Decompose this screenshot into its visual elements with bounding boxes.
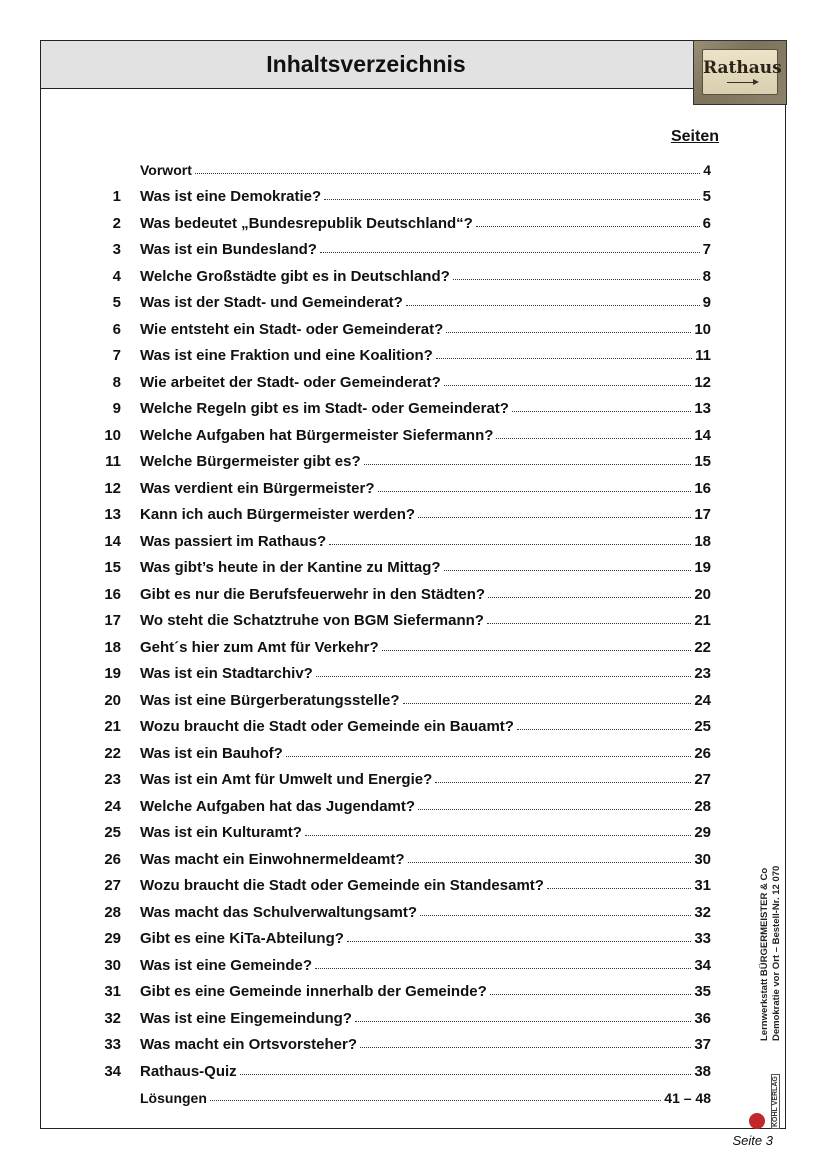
toc-entry: [101, 369, 711, 395]
toc-number: 11: [105, 453, 121, 470]
dot-leader: [403, 703, 692, 704]
dot-leader: [517, 729, 691, 730]
toc-page: 30: [694, 850, 711, 868]
toc-title: Wie entsteht ein Stadt- oder Gemeinderat?: [140, 320, 444, 338]
toc-title: Was ist eine Fraktion und eine Koalition?: [140, 347, 433, 364]
dot-leader: [195, 173, 700, 174]
flower-icon: [749, 1113, 765, 1129]
toc-entry: [101, 1005, 711, 1031]
dot-leader: [316, 676, 691, 677]
toc-entry: [101, 449, 711, 475]
dot-leader: [364, 464, 692, 465]
toc-title: Wozu braucht die Stadt oder Gemeinde ein Standesamt?: [140, 877, 544, 894]
toc-entry: [101, 952, 711, 978]
toc-title: Wie arbeitet der Stadt- oder Gemeinderat?: [140, 373, 441, 391]
pages-column-heading: Seiten: [670, 128, 719, 145]
publisher-logo: [749, 1076, 779, 1129]
sign-plate: [702, 49, 782, 95]
dot-leader: [408, 862, 692, 863]
dot-leader: [436, 358, 692, 359]
toc-entry: [101, 1085, 711, 1111]
toc-entry: [101, 979, 711, 1005]
arrow-right-icon: [727, 82, 757, 83]
dot-leader: [512, 411, 691, 412]
toc-number: 14: [104, 532, 121, 550]
toc-title: Gibt es eine KiTa-Abteilung?: [140, 930, 344, 947]
toc-entry: [101, 767, 711, 793]
imprint-text: [759, 866, 783, 1041]
toc-title: Lösungen: [140, 1089, 207, 1106]
dot-leader: [315, 968, 691, 969]
page-title: Inhaltsverzeichnis: [266, 51, 466, 77]
toc-title: Vorwort: [140, 162, 192, 178]
toc-number: 5: [112, 294, 121, 311]
toc-page: 26: [694, 744, 711, 762]
dot-leader: [378, 491, 692, 492]
toc-number: 4: [112, 267, 121, 285]
toc-title: Was bedeutet „Bundesrepublik Deutschland“?: [140, 214, 473, 232]
toc-number: 23: [104, 771, 121, 788]
toc-number: 6: [112, 320, 121, 338]
toc-entry: [101, 502, 711, 528]
dot-leader: [487, 623, 691, 624]
dot-leader: [324, 199, 699, 200]
dot-leader: [488, 597, 691, 598]
toc-number: 28: [104, 903, 121, 921]
dot-leader: [418, 517, 691, 518]
toc-title: Was ist eine Eingemeindung?: [140, 1009, 352, 1027]
toc-title: Was ist eine Gemeinde?: [140, 956, 312, 974]
toc-number: 27: [104, 877, 121, 894]
toc-page: 29: [694, 824, 711, 841]
toc-title: Was verdient ein Bürgermeister?: [140, 479, 375, 497]
toc-page: 38: [694, 1062, 711, 1080]
toc-page: 33: [694, 930, 711, 947]
toc-page: 24: [694, 691, 711, 709]
dot-leader: [435, 782, 691, 783]
toc-number: 16: [104, 585, 121, 603]
toc-page: 13: [694, 400, 711, 417]
toc-number: 24: [104, 797, 121, 815]
toc-entry: [101, 873, 711, 899]
toc-number: 8: [112, 373, 121, 391]
toc-page: 20: [694, 585, 711, 603]
toc-title: Was ist ein Kulturamt?: [140, 824, 302, 841]
toc-entry: [101, 422, 711, 448]
toc-title: Welche Bürgermeister gibt es?: [140, 453, 361, 470]
toc-page: 16: [694, 479, 711, 497]
rathaus-sign-logo: [693, 40, 787, 105]
dot-leader: [355, 1021, 691, 1022]
toc-title: Kann ich auch Bürgermeister werden?: [140, 506, 416, 523]
toc-title: Was macht ein Einwohnermeldeamt?: [140, 850, 405, 868]
logo-text: Rathaus: [703, 58, 782, 78]
dot-leader: [490, 994, 692, 995]
toc-number: 10: [104, 426, 121, 444]
toc-number: 2: [112, 214, 121, 232]
toc-title: Was ist eine Demokratie?: [140, 188, 322, 205]
toc-title: Was gibt’s heute in der Kantine zu Mittag?: [140, 559, 441, 576]
toc-title: Gibt es eine Gemeinde innerhalb der Gemeinde?: [140, 983, 487, 1000]
toc-number: 30: [104, 956, 121, 974]
toc-entry: [101, 263, 711, 289]
dot-leader: [240, 1074, 692, 1075]
toc-entry: [101, 661, 711, 687]
toc-page: 10: [694, 320, 711, 338]
toc-title: Was ist ein Bauhof?: [140, 744, 283, 762]
toc-title: Was macht das Schulverwaltungsamt?: [140, 903, 418, 921]
toc-page: 28: [694, 797, 711, 815]
toc-page: 34: [694, 956, 711, 974]
toc-page: 27: [694, 771, 711, 788]
toc-page: 6: [702, 214, 711, 232]
toc-number: 25: [104, 824, 121, 841]
toc-title: Welche Großstädte gibt es in Deutschland?: [140, 267, 450, 285]
toc-page: 23: [694, 665, 711, 682]
toc-page: 19: [694, 559, 711, 576]
toc-entry: [101, 157, 711, 183]
toc-entry: [101, 714, 711, 740]
toc-page: 5: [702, 188, 711, 205]
toc-title: Welche Aufgaben hat Bürgermeister Siefermann?: [140, 426, 494, 444]
toc-page: 18: [694, 532, 711, 550]
toc-entry: [101, 475, 711, 501]
toc-title: Welche Aufgaben hat das Jugendamt?: [140, 797, 416, 815]
dot-leader: [382, 650, 692, 651]
dot-leader: [305, 835, 691, 836]
header-bar: [41, 41, 785, 89]
dot-leader: [329, 544, 691, 545]
dot-leader: [320, 252, 700, 253]
toc-entry: [101, 528, 711, 554]
dot-leader: [453, 279, 700, 280]
toc-title: Was macht ein Ortsvorsteher?: [140, 1036, 358, 1053]
toc-number: 9: [112, 400, 121, 417]
imprint-line-2: Demokratie vor Ort – Bestell-Nr. 12 070: [771, 865, 782, 1041]
dot-leader: [444, 385, 692, 386]
toc-page: 12: [694, 373, 711, 391]
toc-title: Was ist ein Stadtarchiv?: [140, 665, 313, 682]
toc-page: 17: [694, 506, 711, 523]
toc-page: 4: [703, 162, 711, 178]
dot-leader: [418, 809, 691, 810]
toc-number: 29: [104, 930, 121, 947]
toc-entry: [101, 926, 711, 952]
toc-title: Was ist der Stadt- und Gemeinderat?: [140, 294, 403, 311]
toc-number: 15: [104, 559, 121, 576]
toc-page: 7: [702, 241, 711, 258]
dot-leader: [360, 1047, 691, 1048]
toc-entry: [101, 899, 711, 925]
toc-title: Wozu braucht die Stadt oder Gemeinde ein Bauamt?: [140, 718, 514, 735]
toc-title: Wo steht die Schatztruhe von BGM Siefermann?: [140, 612, 484, 629]
toc-entry: [101, 634, 711, 660]
toc-entry: [101, 581, 711, 607]
toc-entry: [101, 316, 711, 342]
toc-page: 22: [694, 638, 711, 656]
toc-page: 41 – 48: [664, 1089, 711, 1106]
toc-number: 33: [104, 1036, 121, 1053]
toc-page: 14: [694, 426, 711, 444]
toc-number: 22: [104, 744, 121, 762]
toc-number: 20: [104, 691, 121, 709]
toc-number: 19: [104, 665, 121, 682]
toc-title: Was ist ein Bundesland?: [140, 241, 317, 258]
toc-entry: [101, 820, 711, 846]
toc-title: Geht´s hier zum Amt für Verkehr?: [140, 638, 379, 656]
toc-number: 32: [104, 1009, 121, 1027]
toc-entry: [101, 396, 711, 422]
toc-entry: [101, 290, 711, 316]
toc-number: 1: [112, 188, 121, 205]
toc-entry: [101, 1058, 711, 1084]
toc-number: 31: [104, 983, 121, 1000]
publisher-name: KOHL VERLAG: [772, 1076, 779, 1127]
dot-leader: [420, 915, 691, 916]
toc-number: 26: [104, 850, 121, 868]
toc-number: 34: [104, 1062, 121, 1080]
dot-leader: [446, 332, 691, 333]
toc-number: 3: [112, 241, 121, 258]
toc-page: 31: [694, 877, 711, 894]
side-imprint: [739, 841, 782, 1127]
toc-entry: [101, 184, 711, 210]
dot-leader: [406, 305, 700, 306]
toc-page: 32: [694, 903, 711, 921]
dot-leader: [286, 756, 692, 757]
toc-title: Was passiert im Rathaus?: [140, 532, 327, 550]
toc-page: 36: [694, 1009, 711, 1027]
dot-leader: [444, 570, 692, 571]
toc-title: Gibt es nur die Berufsfeuerwehr in den Städten?: [140, 585, 486, 603]
imprint-line-1: Lernwerkstatt BÜRGERMEISTER & Co: [759, 867, 770, 1041]
toc-number: 17: [104, 612, 121, 629]
toc-page: 21: [694, 612, 711, 629]
toc-page: 9: [702, 294, 711, 311]
toc-entry: [101, 793, 711, 819]
toc-entry: [101, 687, 711, 713]
toc-title: Welche Regeln gibt es im Stadt- oder Gemeinderat?: [140, 400, 509, 417]
toc-page: 25: [694, 718, 711, 735]
toc-entry: [101, 608, 711, 634]
dot-leader: [347, 941, 691, 942]
toc-number: 7: [112, 347, 121, 364]
toc-number: 21: [104, 718, 121, 735]
toc-entry: [101, 237, 711, 263]
page-number: Seite 3: [732, 1133, 773, 1148]
toc-page: 15: [694, 453, 711, 470]
dot-leader: [496, 438, 691, 439]
toc-title: Rathaus-Quiz: [140, 1062, 237, 1080]
dot-leader: [210, 1100, 661, 1101]
toc-page: 37: [694, 1036, 711, 1053]
dot-leader: [547, 888, 691, 889]
toc-title: Was ist eine Bürgerberatungsstelle?: [140, 691, 400, 709]
toc-title: Was ist ein Amt für Umwelt und Energie?: [140, 771, 433, 788]
toc-page: 35: [694, 983, 711, 1000]
toc-entry: [101, 740, 711, 766]
page-frame: [40, 40, 786, 1129]
toc-number: 12: [104, 479, 121, 497]
toc-entry: [101, 555, 711, 581]
toc-entry: [101, 846, 711, 872]
toc-page: 8: [702, 267, 711, 285]
toc-number: 13: [104, 506, 121, 523]
toc-entry: [101, 1032, 711, 1058]
toc-entry: [101, 210, 711, 236]
dot-leader: [476, 226, 700, 227]
toc-page: 11: [695, 347, 711, 364]
toc-entry: [101, 343, 711, 369]
toc-number: 18: [104, 638, 121, 656]
